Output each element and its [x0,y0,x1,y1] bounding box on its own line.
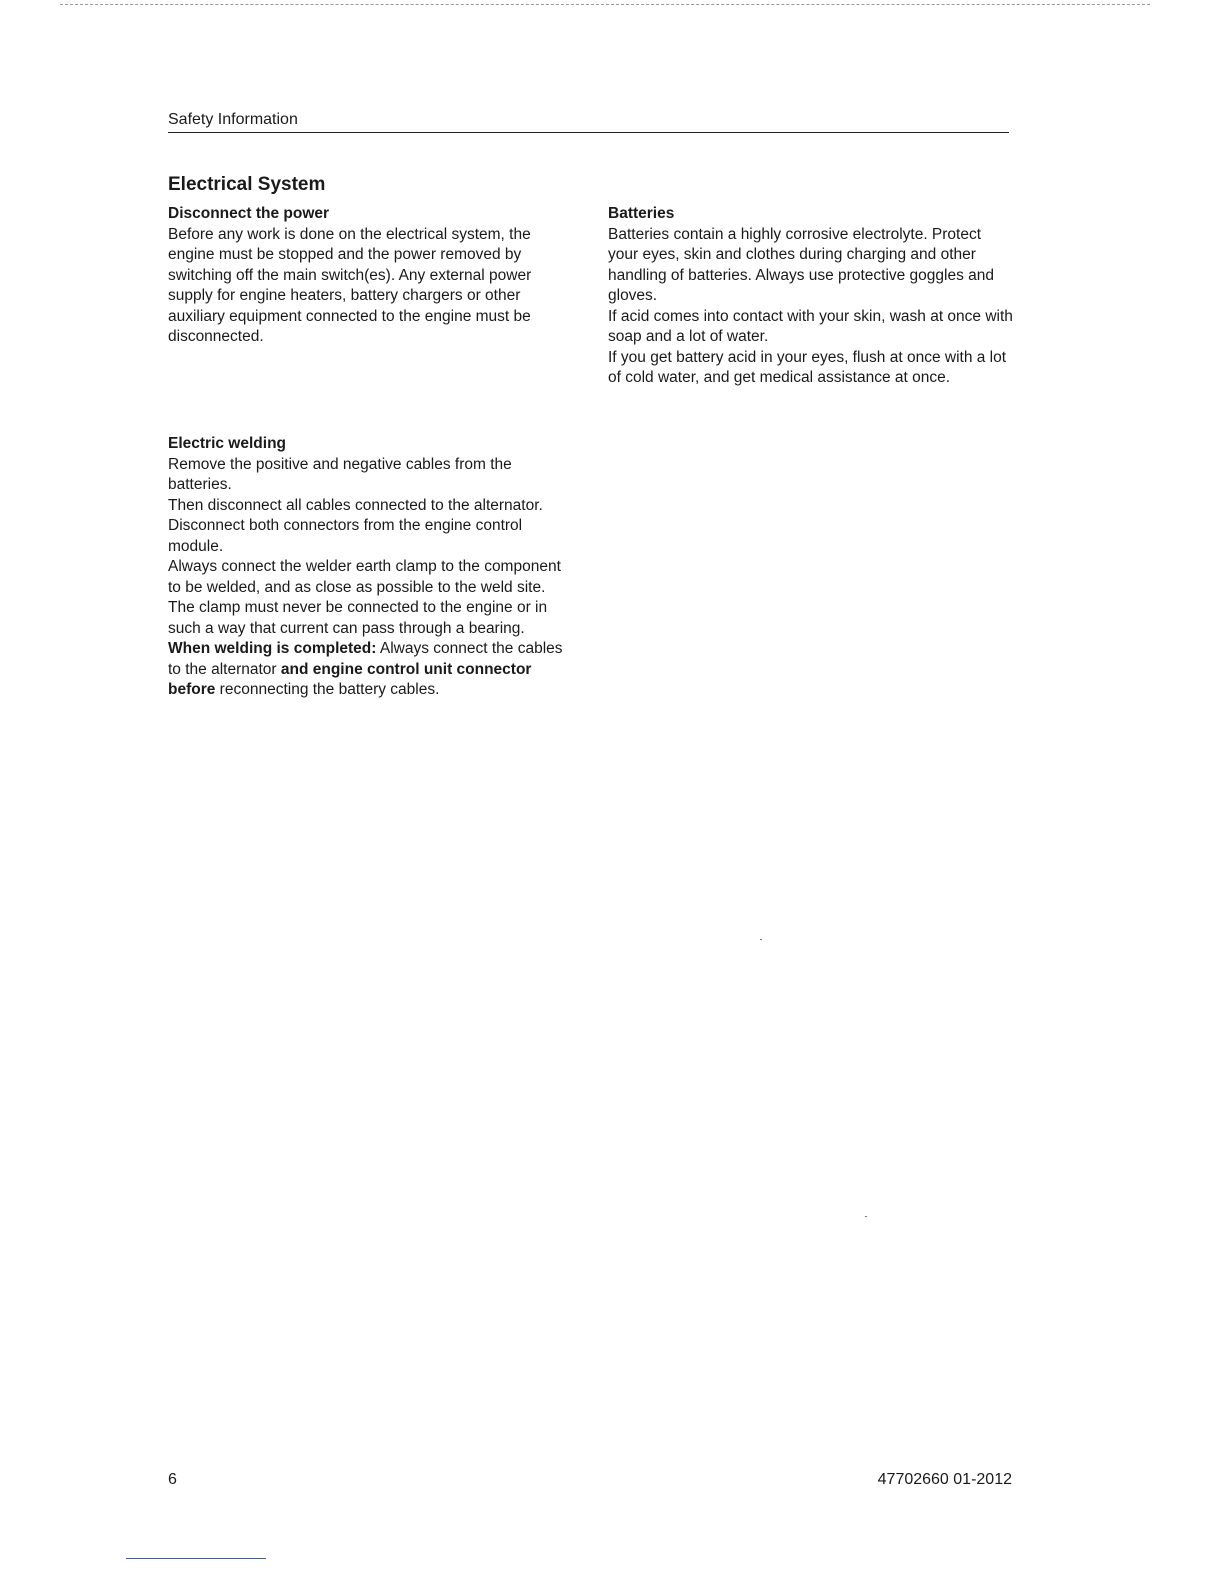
welding-paragraph-3: Always connect the welder earth clamp to the component to be welded, and as close as possible to the weld site. The clamp must never be connected to the engine or in such a way that current can pass through a bearing. [168,558,561,637]
welding-completed-text-1: Always connect the cables to the alternator [168,640,563,678]
electric-welding-heading: Electric welding [168,435,287,452]
page-number: 6 [168,1471,177,1488]
scan-speck [865,1216,867,1217]
batteries-block [608,204,1013,389]
welding-completed-lead: When welding is completed: [168,640,377,657]
welding-completed-paragraph [168,639,568,701]
disconnect-power-block [168,204,568,348]
welding-completed-bold-2: and engine control unit connector before [168,660,532,698]
running-header-title: Safety Information [168,111,298,128]
welding-paragraph-2: Then disconnect all cables connected to the alternator. Disconnect both connectors from the engine control module. [168,496,543,555]
scan-edge-line [60,4,1150,5]
scan-speck [760,939,762,940]
disconnect-power-heading: Disconnect the power [168,205,330,222]
batteries-heading: Batteries [608,205,675,222]
electric-welding-block [168,434,568,701]
batteries-paragraph-3: If you get battery acid in your eyes, flush at once with a lot of cold water, and get medical assistance at once. [608,348,1007,386]
disconnect-power-body: Before any work is done on the electrical system, the engine must be stopped and the power removed by switching off the main switch(es). Any external power supply for engine heaters, battery chargers or other auxiliary equipment connected to the engine must be disconnected. [168,225,532,345]
section-title: Electrical System [168,174,326,195]
running-header [168,110,1009,133]
batteries-paragraph-2: If acid comes into contact with your skin, wash at once with soap and a lot of water. [608,307,1013,345]
scan-bottom-mark [126,1558,266,1559]
welding-completed-text-2: reconnecting the battery cables. [215,681,440,698]
batteries-paragraph-1: Batteries contain a highly corrosive electrolyte. Protect your eyes, skin and clothes during charging and other handling of batteries. Always use protective goggles and gloves. [608,225,995,304]
document-reference: 47702660 01-2012 [877,1471,1012,1488]
welding-paragraph-1: Remove the positive and negative cables from the batteries. [168,455,512,493]
